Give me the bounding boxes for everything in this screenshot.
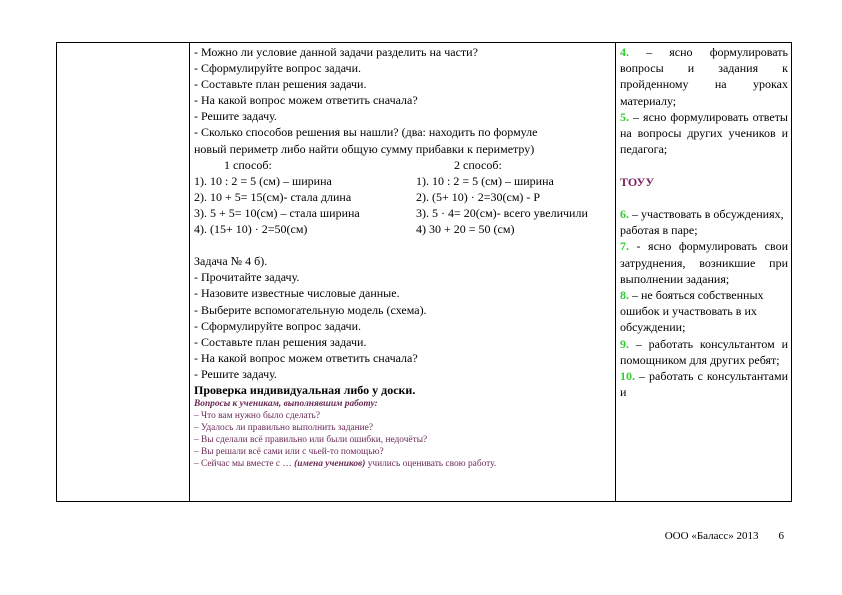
text-line: - Сформулируйте вопрос задачи.	[194, 318, 362, 333]
method-row	[194, 221, 614, 237]
section-label-toyu: ТОУУ	[620, 174, 655, 189]
page-number: 6	[778, 530, 784, 542]
methods-header	[194, 157, 614, 173]
text-line: - Выберите вспомогательную модель (схема).	[194, 302, 427, 317]
question-pre: – Сейчас мы вместе с …	[194, 459, 295, 470]
item-number: 8.	[620, 288, 629, 302]
spacer	[194, 237, 614, 253]
item-text: – участвовать в обсуждениях, работая в паре;	[620, 206, 784, 238]
item-number: 4.	[620, 45, 629, 59]
method1-step: 2). 10 + 5= 15(см)- стала длина	[194, 189, 352, 204]
outcome-item-9	[620, 336, 788, 368]
column-divider-1	[189, 43, 190, 501]
item-number: 10.	[620, 369, 635, 384]
text-line: - Решите задачу.	[194, 366, 277, 381]
method2-step: 2). (5+ 10) · 2=30(см) - Р	[416, 189, 541, 204]
outcome-item-4	[620, 44, 788, 109]
item-text: – не бояться собственных ошибок и участвовать в их обсуждении;	[620, 288, 764, 335]
method-row	[194, 205, 614, 221]
item-text: – работать с консультантами и	[620, 369, 788, 400]
task-title: Задача № 4 б).	[194, 254, 268, 269]
text-line: - На какой вопрос можем ответить сначала?	[194, 93, 418, 108]
method2-label: 2 способ:	[454, 157, 502, 172]
method1-label: 1 способ:	[224, 157, 272, 172]
method-row	[194, 189, 614, 205]
method2-step: 1). 10 : 2 = 5 (см) – ширина	[416, 173, 554, 188]
text-line: - На какой вопрос можем ответить сначала?	[194, 350, 418, 365]
method-row	[194, 173, 614, 189]
item-text: - ясно формулировать свои затруднения, возникшие при выполнении задания;	[620, 239, 789, 286]
outcome-item-7	[620, 238, 788, 287]
questions-title: Вопросы к ученикам, выполнявшим работу:	[194, 399, 378, 410]
activity-column	[194, 44, 614, 470]
text-line: - Составьте план решения задачи.	[194, 334, 367, 349]
item-text: – ясно формулировать ответы на вопросы других учеников и педагога;	[620, 109, 788, 157]
item-text: – работать консультантом и помощником для других ребят;	[620, 336, 788, 367]
lesson-table	[56, 42, 792, 502]
outcome-item-5	[620, 109, 788, 158]
item-number: 9.	[620, 336, 629, 351]
spacer	[620, 190, 788, 206]
item-number: 7.	[620, 239, 629, 254]
question-post: учились оценивать свою работу.	[365, 459, 497, 470]
text-line: - Назовите известные числовые данные.	[194, 286, 400, 301]
text-line: - Сформулируйте вопрос задачи.	[194, 61, 362, 76]
method1-step: 4). (15+ 10) · 2=50(см)	[194, 222, 308, 237]
question-line-last	[194, 458, 614, 470]
text-line: - Составьте план решения задачи.	[194, 77, 367, 92]
text-line: новый периметр либо найти общую сумму прибавки к периметру)	[194, 141, 535, 156]
question-line: – Удалось ли правильно выполнить задание?	[194, 423, 373, 434]
check-title: Проверка индивидуальная либо у доски.	[194, 382, 416, 397]
question-names: (имена учеников)	[294, 459, 366, 470]
outcomes-column	[620, 44, 788, 400]
page-footer	[645, 530, 784, 542]
column-divider-2	[615, 43, 616, 501]
method2-step: 3). 5 · 4= 20(см)- всего увеличили	[416, 205, 588, 220]
method1-step: 3). 5 + 5= 10(см) – стала ширина	[194, 205, 360, 220]
method2-step: 4) 30 + 20 = 50 (см)	[416, 222, 515, 237]
question-line: – Вы сделали всё правильно или были ошибки, недочёты?	[194, 435, 428, 446]
outcome-item-10	[620, 368, 788, 400]
text-line: - Решите задачу.	[194, 109, 277, 124]
footer-org: ООО «Баласс» 2013	[664, 530, 759, 542]
outcome-item-6	[620, 206, 788, 238]
question-line: – Вы решали всё сами или с чьей-то помощью?	[194, 447, 384, 458]
text-line: - Прочитайте задачу.	[194, 270, 300, 285]
item-text: – ясно формулировать вопросы и задания к пройденному на уроках материалу;	[620, 45, 788, 108]
method1-step: 1). 10 : 2 = 5 (см) – ширина	[194, 173, 332, 188]
text-line: - Сколько способов решения вы нашли? (два: находить по формуле	[194, 125, 538, 140]
item-number: 6.	[620, 206, 629, 221]
outcome-item-8	[620, 287, 788, 336]
item-number: 5.	[620, 109, 629, 124]
text-line: - Можно ли условие данной задачи разделить на части?	[194, 45, 478, 59]
question-line: – Что вам нужно было сделать?	[194, 411, 320, 422]
spacer	[620, 157, 788, 173]
